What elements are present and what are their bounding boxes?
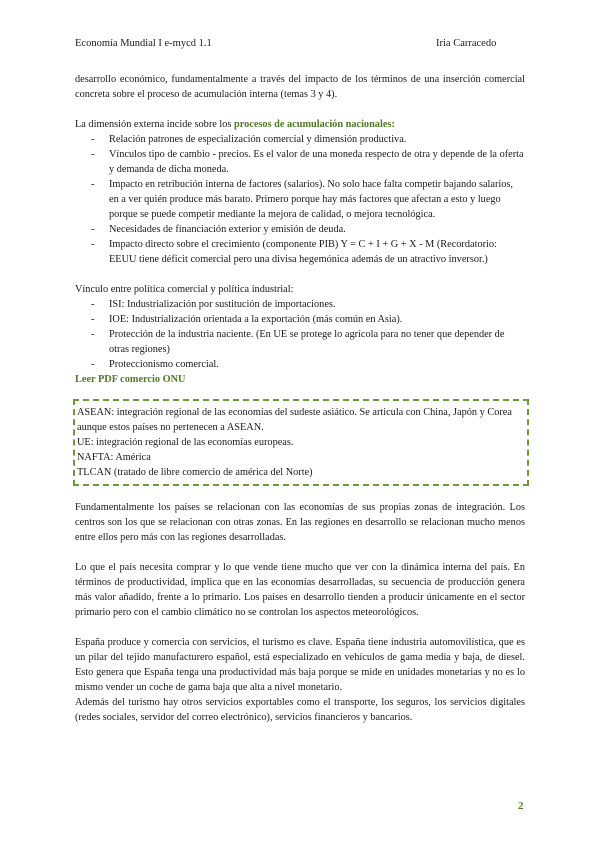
- integration-paragraph: Fundamentalmente los países se relacionan con las economías de sus propias zonas de integración. Los centros son los que se relacionan con otras zonas. En las regiones en desarrollo se relacionan mucho menos entre ellos pero más con las regiones desarrolladas.: [75, 502, 525, 543]
- list-item: - IOE: Industrialización orientada a la exportación (más común en Asia).: [75, 312, 525, 327]
- services-paragraph: Además del turismo hay otros servicios exportables como el transporte, los seguros, los servicios digitales (redes sociales, servidor del correo electrónico), servicios financieros y bancarios.: [75, 697, 525, 723]
- box-line-tlcan: TLCAN (tratado de libre comercio de américa del Norte): [77, 467, 313, 478]
- intro-paragraph: desarrollo económico, fundamentalmente a través del impacto de los términos de una inserción comercial concreta sobre el proceso de acumulación interna (temas 3 y 4).: [75, 74, 525, 100]
- external-dimension-lead: La dimensión externa incide sobre los: [75, 119, 234, 130]
- list-item: - Relación patrones de especialización comercial y dimensión productiva.: [75, 132, 525, 147]
- policy-link-list: [75, 297, 525, 372]
- external-dimension-heading: [75, 117, 525, 132]
- list-item: - Proteccionismo comercial.: [75, 357, 525, 372]
- external-dimension-list: [75, 132, 525, 267]
- header-author: Iria Carracedo: [436, 38, 497, 49]
- box-line-ue: UE: integración regional de las economías europeas.: [77, 437, 294, 448]
- page-header: [75, 38, 525, 52]
- list-item: - Impacto directo sobre el crecimiento (componente PIB) Y = C + I + G + X - M (Recordatorio: EEUU tiene déficit comercial pero una divisa hegemónica además de un atractivo inversor.): [75, 237, 525, 267]
- policy-link-heading: Vínculo entre política comercial y política industrial:: [75, 284, 294, 295]
- productivity-paragraph: Lo que el país necesita comprar y lo que vende tiene mucho que ver con la dinámica interna del país. En términos de productividad, implica que en las economías desarrolladas, su secuencia de producción genera más valor añadido, frente a lo primario. Los países en desarrollo tienden a producir únicamente en el sector primario pero con el cambio climático no se controlan los aspectos meteorológicos.: [75, 562, 525, 618]
- list-item: - Impacto en retribución interna de factores (salarios). No solo hace falta competir bajando salarios, en a ver quién produce más barato. Primero porque hay más factores que afectan a esto y luego porque se puede competir mediante la mejora de calidad, o mejora tecnológica.: [75, 177, 525, 222]
- list-item: - Protección de la industria naciente. (En UE se protege lo agrícola para no tener que depender de otras regiones): [75, 327, 525, 357]
- page-content: [75, 72, 525, 725]
- read-pdf-note: Leer PDF comercio ONU: [75, 374, 186, 385]
- header-course-title: Economía Mundial I e-mycd 1.1: [75, 38, 212, 49]
- box-line-nafta: NAFTA: América: [77, 452, 151, 463]
- list-item: - ISI: Industrialización por sustitución de importaciones.: [75, 297, 525, 312]
- page-number: 2: [518, 800, 524, 812]
- list-item: - Necesidades de financiación exterior y emisión de deuda.: [75, 222, 525, 237]
- spain-paragraph: España produce y comercia con servicios, el turismo es clave. España tiene industria automovilística, que es un pilar del tejido manufacturero español, está especializado en vehículos de gama media y baja, de diesel. Esto genera que España tenga una productividad más baja porque se mide en unidades monetarias y no es lo mismo vender un coche de gama baja que alta a nivel monetario.: [75, 637, 525, 693]
- regional-integration-box: [73, 399, 529, 486]
- list-item: - Vínculos tipo de cambio - precios. Es el valor de una moneda respecto de otra y depende de la oferta y demanda de dicha moneda.: [75, 147, 525, 177]
- external-dimension-highlight: procesos de acumulación nacionales:: [233, 119, 395, 130]
- box-line-asean: ASEAN: integración regional de las economías del sudeste asiático. Se articula con China, Japón y Corea aunque estos países no pertenecen a ASEAN.: [77, 407, 512, 433]
